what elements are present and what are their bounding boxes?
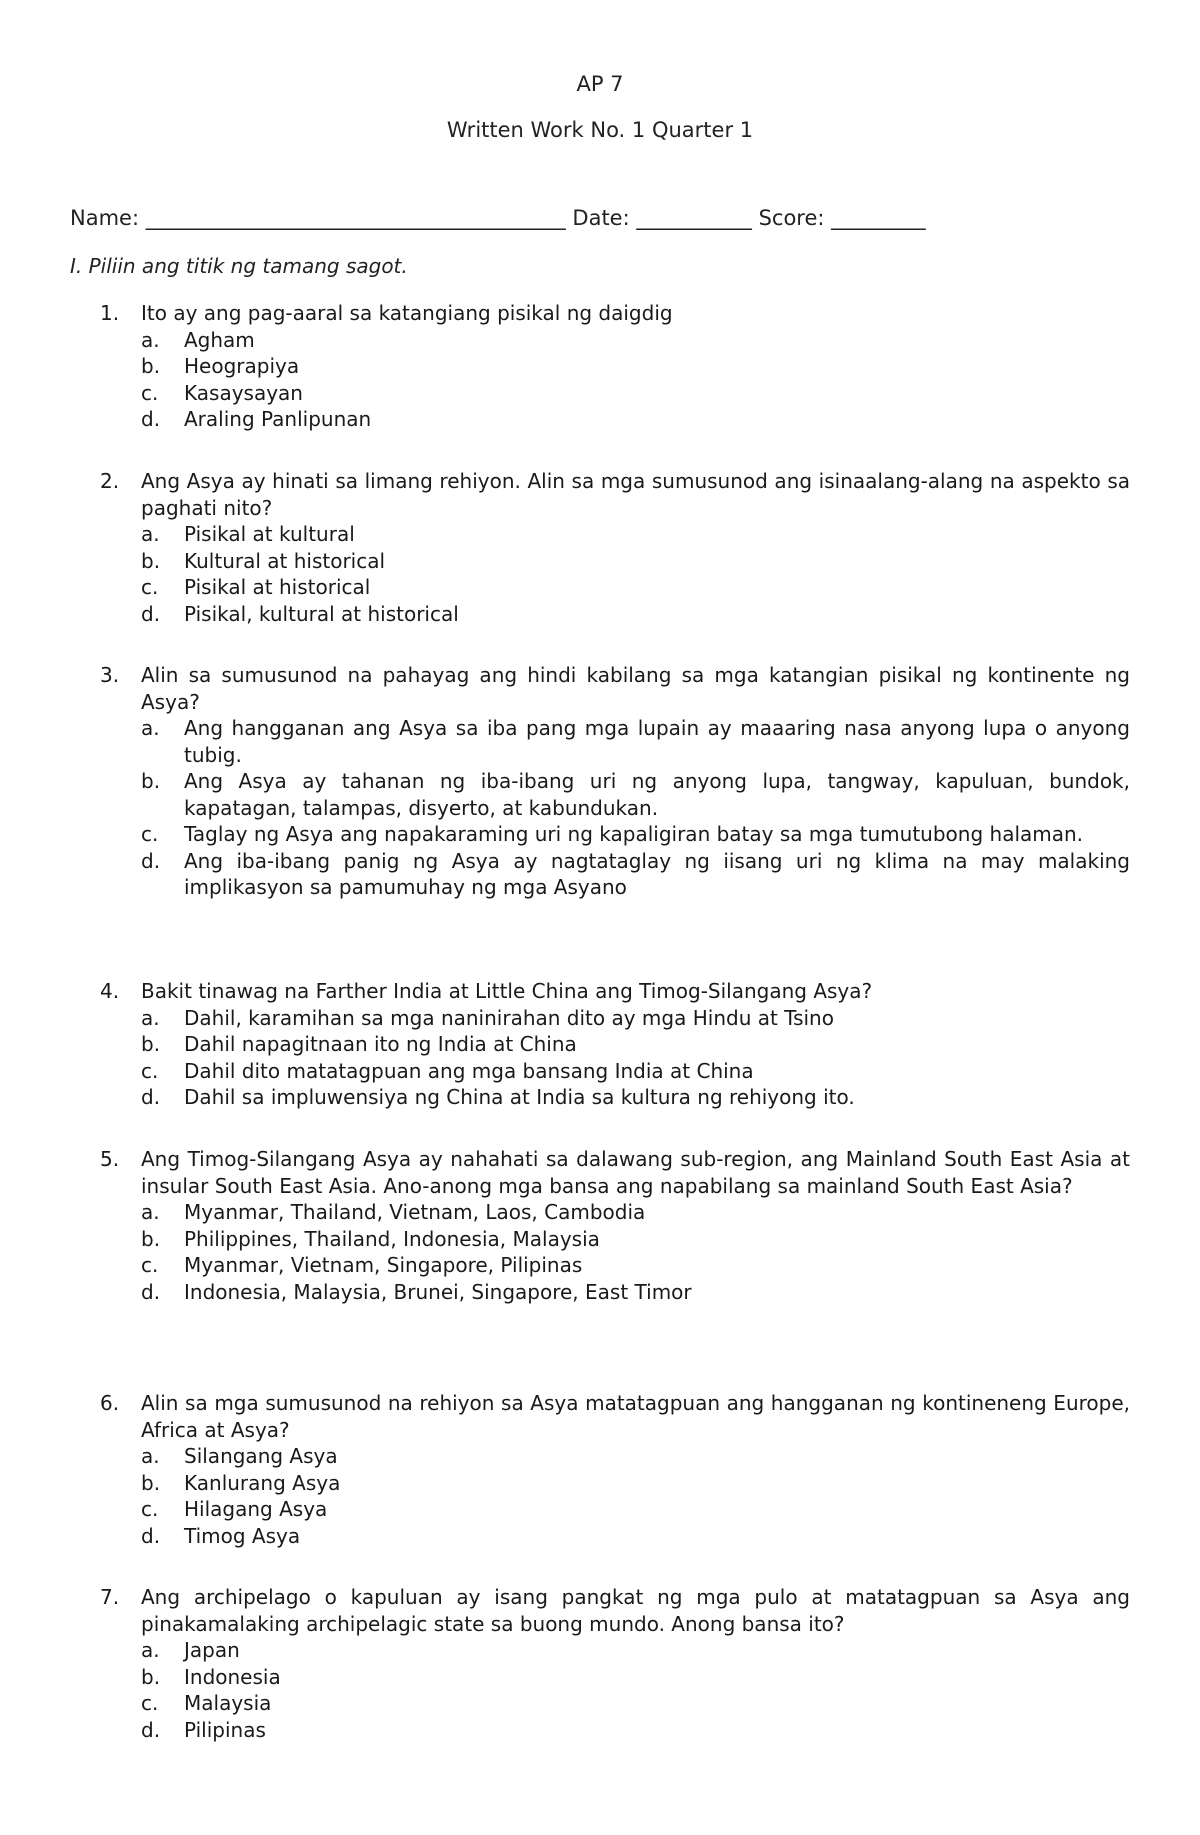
choice-letter: b. [141, 354, 161, 378]
choice-list [141, 1199, 1130, 1305]
choice-text: Hilagang Asya [184, 1497, 328, 1521]
choice-list [141, 1637, 1130, 1743]
choice-text: Ang hangganan ang Asya sa iba pang mga lupain ay maaaring nasa anyong lupa o anyong tubig. [184, 716, 1130, 767]
choice-b [141, 1226, 1130, 1253]
choice-text: Myanmar, Vietnam, Singapore, Pilipinas [184, 1253, 583, 1277]
choice-d [141, 1084, 1130, 1111]
choice-text: Indonesia [184, 1664, 281, 1689]
choice-text: Silangang Asya [184, 1444, 338, 1468]
choice-letter: d. [141, 1717, 161, 1742]
choice-c [141, 1252, 1130, 1279]
choice-letter: d. [141, 407, 161, 431]
choice-text: Dahil dito matatagpuan ang mga bansang India at China [184, 1058, 754, 1083]
choice-letter: d. [141, 1279, 161, 1304]
choice-letter: a. [141, 522, 160, 546]
choice-text: Dahil, karamihan sa mga naninirahan dito ay mga Hindu at Tsino [184, 1005, 834, 1030]
question-number: 7. [100, 1585, 120, 1609]
question-text: Ang archipelago o kapuluan ay isang pangkat ng mga pulo at matatagpuan sa Asya ang pinakamalaking archipelagic state sa buong mundo. Anong bansa ito? [141, 1585, 1130, 1636]
choice-list [141, 521, 1130, 627]
student-info-line [70, 206, 926, 230]
choice-c [141, 821, 1130, 848]
choice-letter: a. [141, 1638, 160, 1662]
choice-text: Pisikal at historical [184, 575, 371, 599]
choice-text: Kanlurang Asya [184, 1470, 341, 1495]
page-subtitle: Written Work No. 1 Quarter 1 [446, 118, 754, 142]
choice-d [141, 1717, 1130, 1744]
question-2 [100, 468, 1130, 627]
choice-d [141, 1279, 1130, 1306]
question-4 [100, 978, 1130, 1111]
choice-text: Myanmar, Thailand, Vietnam, Laos, Cambodia [184, 1200, 646, 1224]
choice-text: Dahil sa impluwensiya ng China at India sa kultura ng rehiyong ito. [184, 1085, 855, 1109]
question-text: Ang Asya ay hinati sa limang rehiyon. Alin sa mga sumusunod ang isinaalang-alang na aspekto sa paghati nito? [141, 469, 1130, 520]
choice-list [141, 327, 1130, 433]
choice-text: Philippines, Thailand, Indonesia, Malaysia [184, 1226, 600, 1251]
choice-a [141, 715, 1130, 768]
choice-d [141, 406, 1130, 433]
question-text: Ito ay ang pag-aaral sa katangiang pisikal ng daigdig [141, 301, 673, 325]
choice-letter: c. [141, 1058, 159, 1083]
choice-b [141, 768, 1130, 821]
choice-letter: c. [141, 1691, 159, 1715]
question-number: 1. [100, 301, 120, 325]
choice-letter: b. [141, 1664, 161, 1689]
question-text: Ang Timog-Silangang Asya ay nahahati sa dalawang sub-region, ang Mainland South East Asia at insular South East Asia. Ano-anong mga bansa ang napabilang sa mainland South East Asia? [141, 1147, 1130, 1198]
choice-b [141, 353, 1130, 380]
choice-letter: c. [141, 822, 159, 846]
choice-text: Ang Asya ay tahanan ng iba-ibang uri ng anyong lupa, tangway, kapuluan, bundok, kapatagan, talampas, disyerto, at kabundukan. [184, 769, 1130, 820]
question-number: 2. [100, 469, 120, 493]
choice-text: Kasaysayan [184, 380, 303, 405]
choice-b [141, 1664, 1130, 1691]
choice-letter: c. [141, 380, 159, 405]
question-6 [100, 1390, 1130, 1549]
choice-list [141, 1443, 1130, 1549]
question-3 [100, 662, 1130, 901]
choice-c [141, 1496, 1130, 1523]
score-label: Score: [758, 206, 825, 230]
choice-c [141, 574, 1130, 601]
date-label: Date: [572, 206, 630, 230]
choice-text: Timog Asya [184, 1523, 301, 1548]
choice-text: Indonesia, Malaysia, Brunei, Singapore, East Timor [184, 1279, 692, 1304]
choice-text: Agham [184, 327, 255, 352]
question-number: 4. [100, 979, 120, 1003]
choice-b [141, 1470, 1130, 1497]
question-1 [100, 300, 1130, 433]
choice-text: Ang iba-ibang panig ng Asya ay nagtataglay ng iisang uri ng klima na may malaking implikasyon sa pamumuhay ng mga Asyano [184, 848, 1130, 899]
question-number: 3. [100, 663, 120, 687]
choice-letter: c. [141, 575, 159, 599]
choice-letter: a. [141, 327, 160, 352]
choice-letter: d. [141, 848, 161, 873]
choice-c [141, 380, 1130, 407]
score-blank: _________ [831, 206, 926, 230]
choice-a [141, 327, 1130, 354]
instruction: I. Piliin ang titik ng tamang sagot. [70, 254, 408, 278]
choice-text: Malaysia [184, 1691, 272, 1715]
choice-a [141, 1443, 1130, 1470]
choice-text: Taglay ng Asya ang napakaraming uri ng kapaligiran batay sa mga tumutubong halaman. [184, 822, 1084, 846]
name-blank: ________________________________________ [145, 206, 566, 230]
choice-a [141, 1637, 1130, 1664]
choice-a [141, 1199, 1130, 1226]
choice-letter: d. [141, 601, 161, 626]
choice-d [141, 601, 1130, 628]
choice-letter: a. [141, 1005, 160, 1030]
choice-list [141, 715, 1130, 901]
choice-letter: c. [141, 1497, 159, 1521]
choice-letter: d. [141, 1085, 161, 1109]
question-text: Alin sa sumusunod na pahayag ang hindi kabilang sa mga katangian pisikal ng kontinente ng Asya? [141, 663, 1130, 714]
page-title: AP 7 [576, 72, 624, 96]
choice-text: Pisikal at kultural [184, 522, 355, 546]
choice-b [141, 548, 1130, 575]
choice-text: Pilipinas [184, 1717, 266, 1742]
choice-letter: a. [141, 1200, 160, 1224]
question-number: 5. [100, 1147, 120, 1171]
choice-letter: b. [141, 1226, 161, 1251]
question-number: 6. [100, 1391, 120, 1415]
choice-letter: a. [141, 1444, 160, 1468]
choice-c [141, 1690, 1130, 1717]
choice-list [141, 1005, 1130, 1111]
choice-a [141, 1005, 1130, 1032]
choice-b [141, 1031, 1130, 1058]
choice-text: Dahil napagitnaan ito ng India at China [184, 1032, 577, 1056]
choice-letter: b. [141, 548, 161, 573]
choice-letter: a. [141, 716, 160, 740]
date-blank: ___________ [636, 206, 752, 230]
choice-letter: b. [141, 1470, 161, 1495]
choice-text: Kultural at historical [184, 548, 386, 573]
question-7 [100, 1584, 1130, 1743]
choice-letter: d. [141, 1523, 161, 1548]
choice-text: Araling Panlipunan [184, 407, 372, 431]
choice-text: Japan [184, 1638, 240, 1662]
choice-letter: b. [141, 1032, 161, 1056]
choice-text: Heograpiya [184, 354, 300, 378]
choice-text: Pisikal, kultural at historical [184, 601, 459, 626]
question-text: Bakit tinawag na Farther India at Little China ang Timog-Silangang Asya? [141, 979, 873, 1003]
choice-a [141, 521, 1130, 548]
choice-d [141, 848, 1130, 901]
name-label: Name: [70, 206, 140, 230]
choice-letter: c. [141, 1253, 159, 1277]
question-5 [100, 1146, 1130, 1305]
choice-letter: b. [141, 769, 161, 793]
question-text: Alin sa mga sumusunod na rehiyon sa Asya matatagpuan ang hangganan ng kontineneng Europe, Africa at Asya? [141, 1391, 1130, 1442]
choice-c [141, 1058, 1130, 1085]
choice-d [141, 1523, 1130, 1550]
